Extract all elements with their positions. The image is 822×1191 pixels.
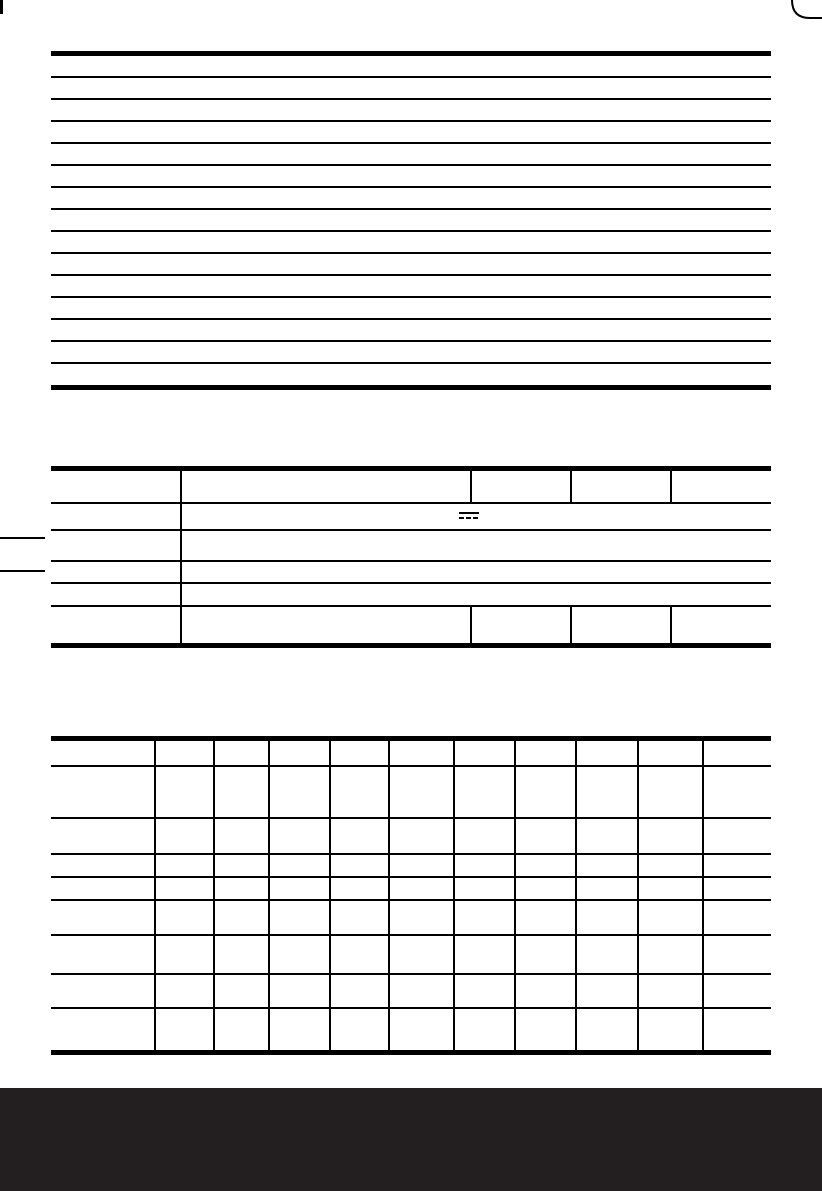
table1-row-rule [51, 120, 771, 122]
table1-row-rule [51, 296, 771, 298]
table1-row-rule [51, 98, 771, 100]
table2-row-rule [51, 560, 771, 562]
table1-row-rule [51, 76, 771, 78]
table3-label-column-divider [154, 741, 156, 1050]
table2-column-divider [670, 471, 672, 502]
table2-row-rule [51, 582, 771, 584]
table3-row-rule [51, 853, 771, 855]
footer-band [0, 1088, 822, 1191]
table3-row-rule [51, 1007, 771, 1009]
table3-row-rule [51, 899, 771, 901]
table3-top-rule [51, 736, 771, 741]
table1-bottom-rule [51, 385, 771, 390]
table2-column-divider [470, 471, 472, 502]
table1-row-rule [51, 230, 771, 232]
table1-row-rule [51, 340, 771, 342]
table1-row-rule [51, 208, 771, 210]
table2-label-column-divider [180, 471, 182, 643]
table2-row-rule [51, 502, 771, 504]
crop-mark-top-left [0, 0, 3, 14]
table3-bottom-rule [51, 1050, 771, 1055]
table3-column-divider [329, 741, 331, 1050]
table1-row-rule [51, 142, 771, 144]
table2-column-divider [470, 607, 472, 643]
table3-row-rule [51, 934, 771, 936]
table3-column-divider [637, 741, 639, 1050]
table1-row-rule [51, 274, 771, 276]
table3-column-divider [575, 741, 577, 1050]
table1-row-rule [51, 318, 771, 320]
table1-row-rule [51, 186, 771, 188]
table3-column-divider [702, 741, 704, 1050]
direct-current-icon [459, 512, 479, 520]
chapter-tab-mark-top [0, 537, 45, 539]
table1-top-rule [51, 51, 771, 56]
table1-row-rule [51, 362, 771, 364]
table2-row-rule [51, 529, 771, 531]
table3-row-rule [51, 876, 771, 878]
table3-row-rule [51, 765, 771, 767]
table3-column-divider [514, 741, 516, 1050]
table3-row-rule [51, 973, 771, 975]
crop-mark-top-right [790, 0, 822, 20]
table2-column-divider [570, 607, 572, 643]
table2-top-rule [51, 466, 771, 471]
table2-column-divider [670, 607, 672, 643]
table3-row-rule [51, 817, 771, 819]
table3-column-divider [388, 741, 390, 1050]
table1-row-rule [51, 252, 771, 254]
table2-bottom-rule [51, 643, 771, 648]
table3-column-divider [268, 741, 270, 1050]
chapter-tab-mark-bottom [0, 570, 45, 572]
table1-row-rule [51, 164, 771, 166]
table2-row-rule [51, 605, 771, 607]
table3-column-divider [453, 741, 455, 1050]
table3-column-divider [213, 741, 215, 1050]
table2-column-divider [570, 471, 572, 502]
